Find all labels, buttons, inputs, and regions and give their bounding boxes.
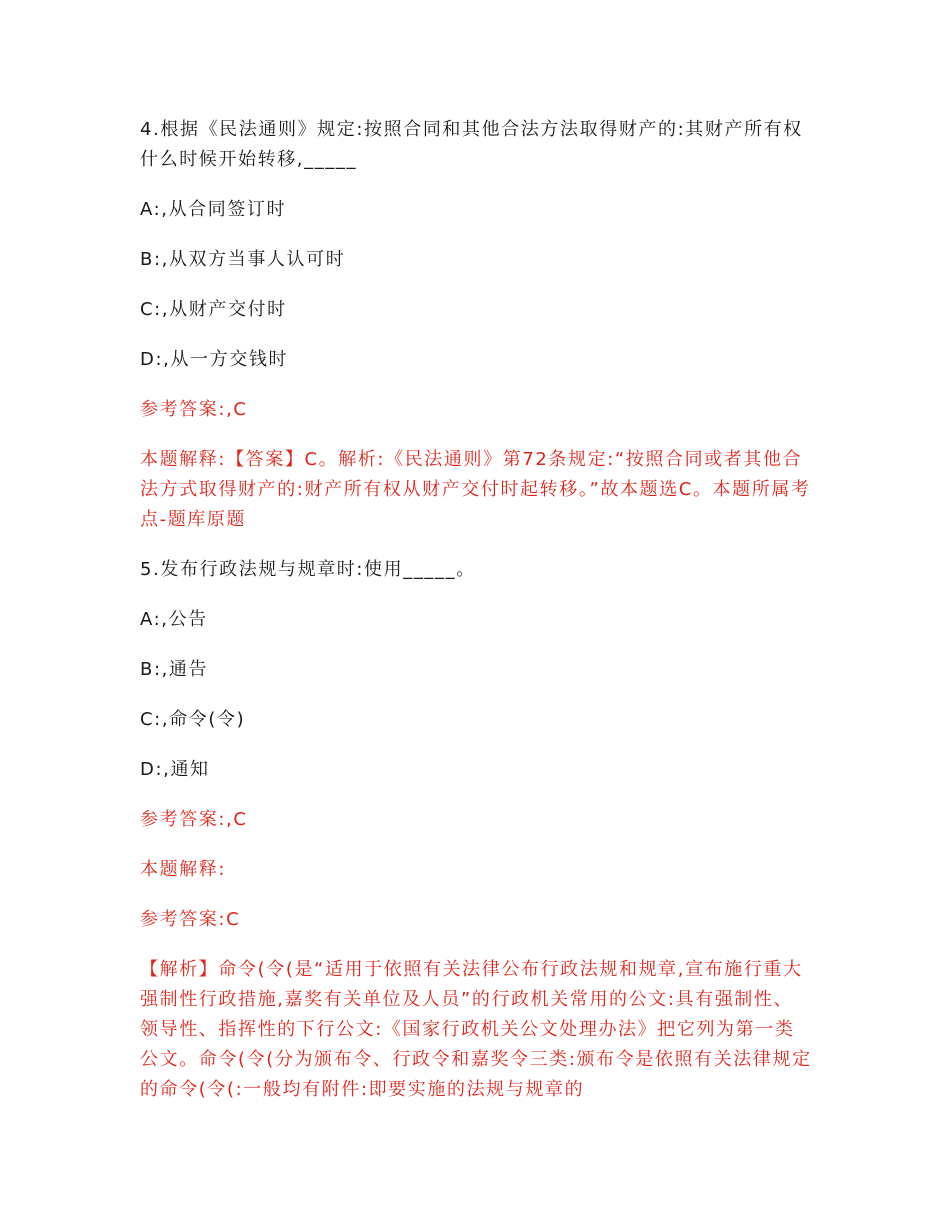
question-4-stem: 4.根据《民法通则》规定:按照合同和其他合法方法取得财产的:其财产所有权什么时候开始转移,_____ [140, 119, 803, 170]
question-5-answer-repeat: 参考答案:C [140, 909, 241, 930]
question-4-answer: 参考答案:,C [140, 399, 248, 420]
document-page [140, 115, 812, 1125]
question-4-option-b: B:,从双方当事人认可时 [140, 249, 346, 270]
question-5-option-d: D:,通知 [140, 759, 210, 780]
question-5-answer: 参考答案:,C [140, 809, 248, 830]
question-5-stem: 5.发布行政法规与规章时:使用_____。 [140, 559, 476, 580]
question-4-option-d: D:,从一方交钱时 [140, 349, 289, 370]
question-5-explanation: 本题解释: [140, 859, 227, 880]
question-5-analysis: 【解析】命令(令(是“适用于依照有关法律公布行政法规和规章,宣布施行重大强制性行政措施,嘉奖有关单位及人员”的行政机关常用的公文:具有强制性、领导性、指挥性的下行公文:《国家行政机关公文处理办法》把它列为第一类公文。命令(令(分为颁布令、行政令和嘉奖令三类:颁布令是依照有关法律规定的命令(令(:一般均有附件:即要实施的法规与规章的 [140, 959, 812, 1100]
question-4-explanation: 本题解释:【答案】C。解析:《民法通则》第72条规定:“按照合同或者其他合法方式取得财产的:财产所有权从财产交付时起转移。”故本题选C。本题所属考点-题库原题 [140, 449, 811, 530]
question-5-option-c: C:,命令(令) [140, 709, 246, 730]
question-4-option-c: C:,从财产交付时 [140, 299, 287, 320]
question-5-option-b: B:,通告 [140, 659, 209, 680]
question-5-option-a: A:,公告 [140, 609, 208, 630]
question-4-option-a: A:,从合同签订时 [140, 199, 287, 220]
